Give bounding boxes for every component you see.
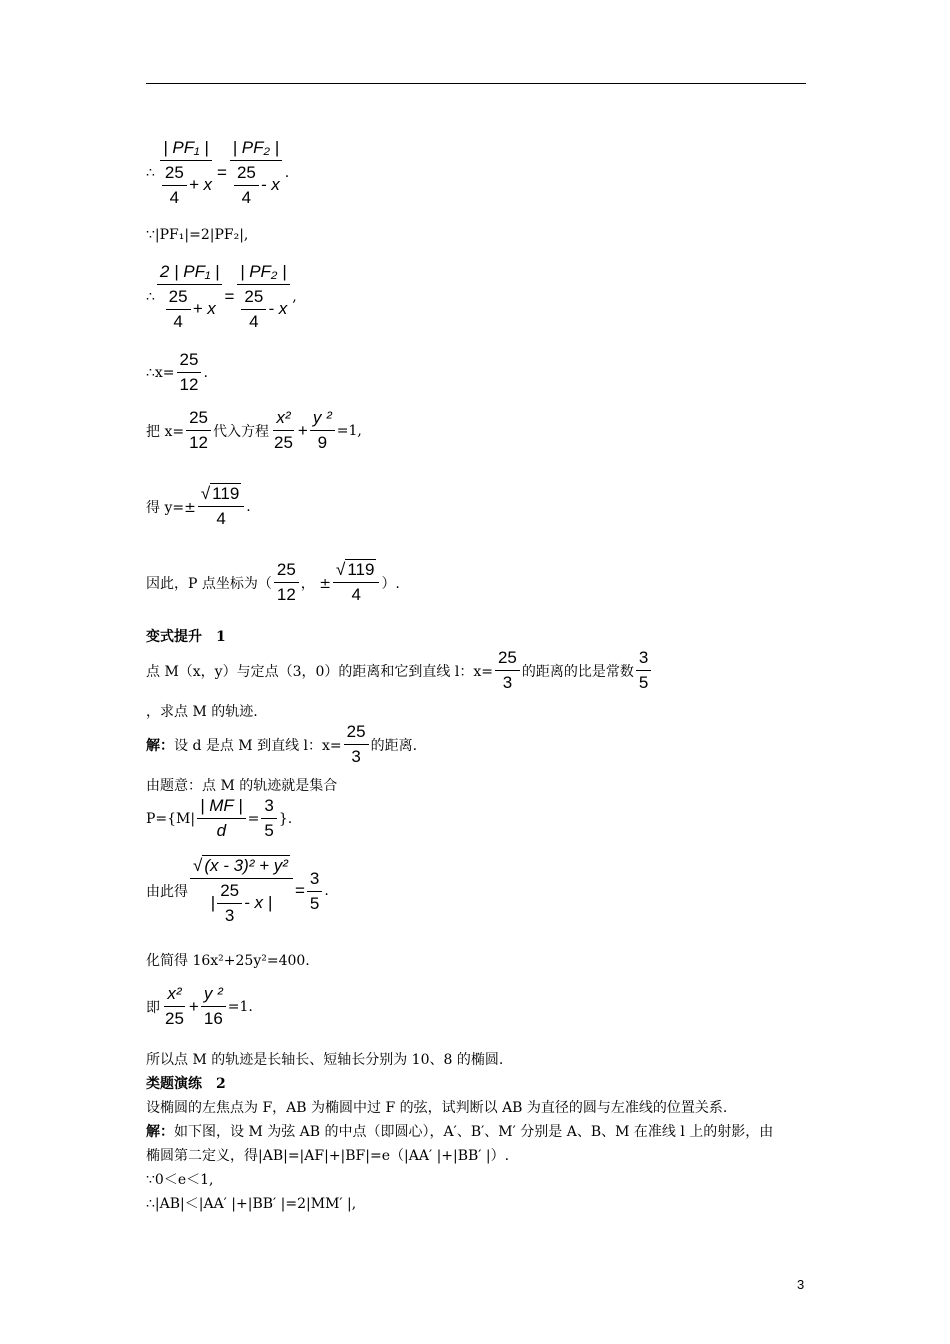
equation-line-15: 即 $\frac{\text{x²}}{25}$ + $\frac{\text{y ²}}{16}$ =1.	[146, 984, 253, 1028]
text-line-9: ，求点 M 的轨迹.	[146, 704, 258, 720]
text-line-17: 设椭圆的左焦点为 F，AB 为椭圆中过 F 的弦，试判断以 AB 为直径的圆与左准线的位置关系.	[146, 1100, 728, 1116]
equation-line-5: 把 x= $\frac{25}{12}$ 代入方程 $\frac{\text{x²}}{25}$ + $\frac{\text{y ²}}{9}$ =1,	[146, 408, 362, 452]
section-heading: 类题演练 2	[146, 1076, 226, 1092]
equation-line-12: P={M| $\frac{| MF |}{d}$ = $\frac{3}{5}$ }.	[146, 796, 293, 840]
section-heading: 变式提升 1	[146, 629, 226, 645]
equation-line-6: 得 y=± $\frac{√ 119}{4}$ .	[146, 484, 251, 528]
equation-line-3: ∴ 2 | PF₁ | $\frac{25}{4}$ + x = | PF₂ | $\frac{25}{4}$ - x ,	[146, 262, 297, 331]
text-line-2: ∵|PF₁|=2|PF₂|,	[146, 227, 249, 243]
page-number: 3	[797, 1277, 805, 1292]
equation-line-13: 由此得 √ (x - 3)² + y² | $\frac{25}{3}$ - x | = $\frac{3}{5}$ .	[146, 856, 329, 925]
text-line-8: 点 M（x，y）与定点（3，0）的距离和它到直线 l：x= $\frac{25}{3}$ 的距离的比是常数 $\frac{3}{5}$	[146, 648, 653, 693]
equation-line-4: ∴x= $\frac{25}{12}$ .	[146, 350, 208, 394]
text-line-11: 由题意：点 M 的轨迹就是集合	[146, 778, 338, 794]
fraction: 2 | PF₁ | $\frac{25}{4}$ + x	[157, 262, 223, 332]
header-rule	[146, 83, 806, 84]
solution-line: 解： 设 d 是点 M 到直线 l：x= $\frac{25}{3}$ 的距离.	[146, 722, 418, 766]
text-line-19: 椭圆第二定义，得|AB|=|AF|+|BF|=e（|AA′ |+|BB′ |）.	[146, 1148, 510, 1164]
fraction: | PF₂ | $\frac{25}{4}$ - x	[236, 262, 290, 332]
text-line-20: ∵0＜e＜1,	[146, 1172, 214, 1188]
equation-line-1: ∴ | PF₁ | $\frac{25}{4}$ + x = | PF₂ | $\frac{25}{4}$ - x .	[146, 138, 290, 207]
text-line-14: 化简得 16x²+25y²=400.	[146, 953, 310, 969]
fraction: | PF₁ | $\frac{25}{4}$ + x	[157, 138, 215, 208]
text-line-21: ∴|AB|＜|AA′ |+|BB′ |=2|MM′ |,	[146, 1196, 357, 1212]
solution-line: 解： 如下图，设 M 为弦 AB 的中点（即圆心），A′、B′、M′ 分别是 A、B、M 在准线 l 上的射影，由	[146, 1124, 774, 1140]
text-line-16: 所以点 M 的轨迹是长轴长、短轴长分别为 10、8 的椭圆.	[146, 1052, 504, 1068]
equation-line-7: 因此，P 点坐标为（ $\frac{25}{12}$ ， ± $\frac{√ 119}{4}$ ）.	[146, 560, 400, 604]
fraction: | PF₂ | $\frac{25}{4}$ - x	[229, 138, 283, 208]
